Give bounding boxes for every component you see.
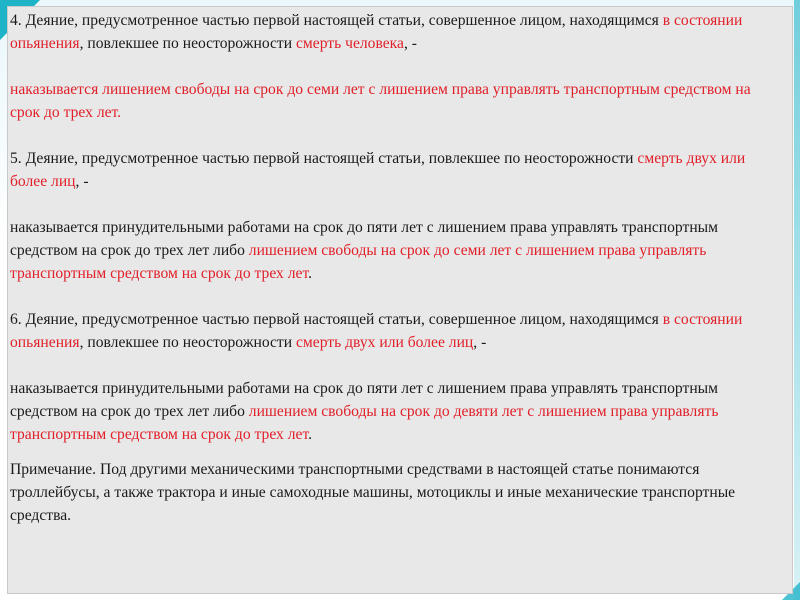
body-text: наказывается принудительными работами на срок до пяти лет с лишением права управлять транспортным средством на срок до трех лет либо [10, 219, 719, 259]
highlighted-text: лишением свободы на срок до девяти лет с лишением права управлять транспортным средством на срок до трех лет [10, 403, 719, 443]
body-text: , - [75, 173, 89, 190]
body-text: Примечание. Под другими механическими транспортными средствами в настоящей статье понимаются троллейбусы, а также трактора и иные самоходные машины, мотоциклы и иные механические транспортные средства. [10, 461, 736, 524]
body-text: , - [403, 35, 417, 52]
spacer [10, 354, 784, 377]
body-text: . [308, 265, 312, 282]
spacer [10, 124, 784, 147]
side-accent-strip [794, 0, 800, 600]
spacer [10, 446, 784, 458]
body-text: , повлекшее по неосторожности [79, 334, 296, 351]
highlighted-text: наказывается лишением свободы на срок до семи лет с лишением права управлять транспортным средством на срок до трех лет. [10, 81, 751, 121]
spacer [10, 55, 784, 78]
body-text: , - [473, 334, 487, 351]
body-text: наказывается принудительными работами на срок до пяти лет с лишением права управлять транспортным средством на срок до трех лет либо [10, 380, 719, 420]
para-4-penalty [10, 78, 784, 124]
body-text: . [308, 426, 312, 443]
highlighted-text: лишением свободы на срок до семи лет с лишением права управлять транспортным средством на срок до трех лет [10, 242, 707, 282]
para-note [10, 458, 784, 527]
para-4-act [10, 9, 784, 55]
body-text: 5. Деяние, предусмотренное частью первой настоящей статьи, повлекшее по неосторожности [10, 150, 638, 167]
para-5-act [10, 147, 784, 193]
spacer [10, 285, 784, 308]
para-5-penalty [10, 216, 784, 285]
highlighted-text: смерть человека [296, 35, 404, 52]
body-text: 4. Деяние, предусмотренное частью первой настоящей статьи, совершенное лицом, находящимся [10, 12, 663, 29]
para-6-penalty [10, 377, 784, 446]
spacer [10, 193, 784, 216]
highlighted-text: смерть двух или более лиц [10, 150, 746, 190]
highlighted-text: в состоянии опьянения [10, 311, 743, 351]
text-panel [7, 6, 793, 594]
highlighted-text: смерть двух или более лиц [296, 334, 474, 351]
para-6-act [10, 308, 784, 354]
body-text: , повлекшее по неосторожности [79, 35, 296, 52]
highlighted-text: в состоянии опьянения [10, 12, 743, 52]
body-text: 6. Деяние, предусмотренное частью первой настоящей статьи, совершенное лицом, находящимся [10, 311, 663, 328]
